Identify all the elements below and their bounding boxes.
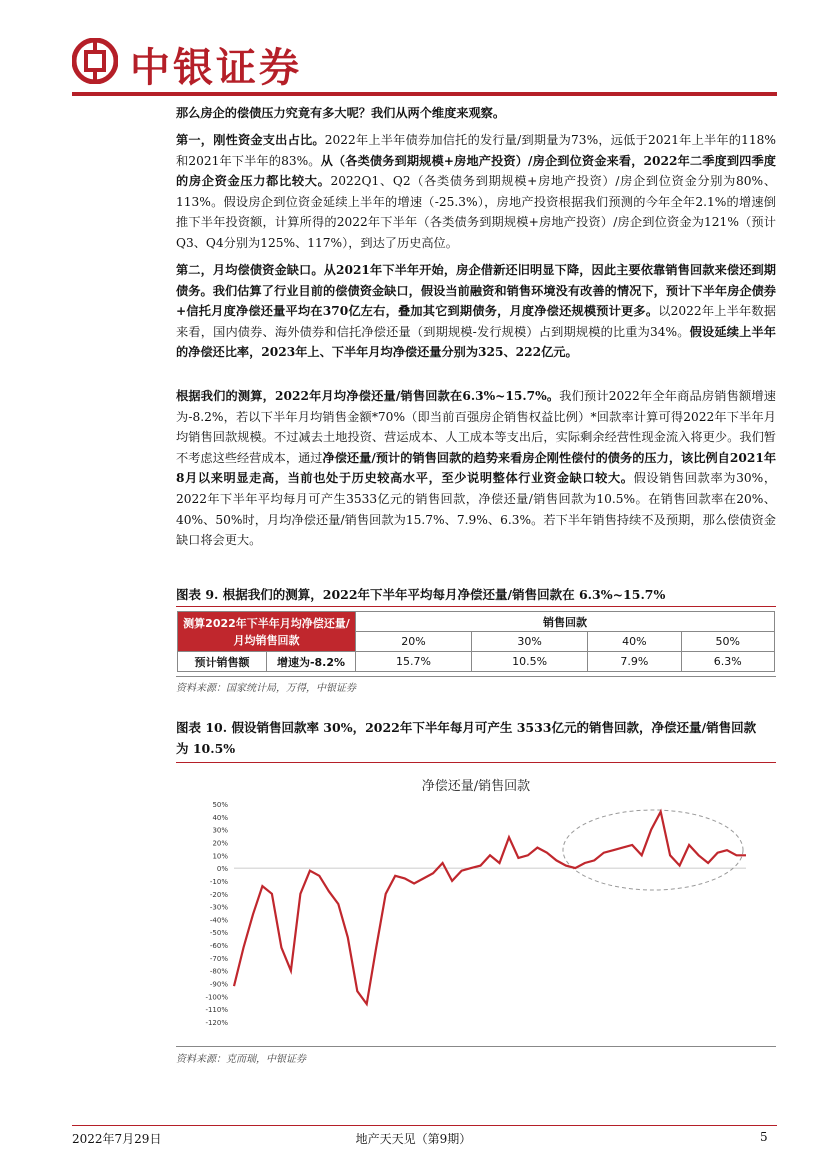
table-head-left: 测算2022年下半年月均净偿还量/月均销售回款 bbox=[178, 612, 356, 652]
figure-9-bottom-rule bbox=[176, 676, 776, 677]
figure-10-title-line1: 图表 10. 假设销售回款率 30%，2022年下半年每月可产生 3533亿元的销售回款，净偿还量/销售回款 bbox=[176, 720, 757, 735]
paragraph-rigid-spending bbox=[176, 130, 776, 254]
y-tick-label: -30% bbox=[209, 903, 228, 912]
highlight-ellipse bbox=[563, 810, 743, 890]
y-tick-label: -20% bbox=[209, 890, 228, 899]
y-tick-label: 30% bbox=[212, 826, 228, 835]
y-tick-label: -80% bbox=[209, 967, 228, 976]
p2-bold-1: 第一，刚性资金支出占比。 bbox=[176, 133, 325, 147]
row-growth: 增速为-8.2% bbox=[267, 652, 356, 672]
figure-9-title: 图表 9. 根据我们的测算，2022年下半年平均每月净偿还量/销售回款在 6.3%~15.7% bbox=[176, 587, 666, 602]
figure-9-source: 资料来源：国家统计局，万得，中银证券 bbox=[176, 683, 356, 694]
y-tick-label: -50% bbox=[209, 929, 228, 938]
value-cell: 7.9% bbox=[588, 652, 681, 672]
value-cell: 6.3% bbox=[681, 652, 774, 672]
repayment-ratio-chart bbox=[176, 770, 776, 1042]
rate-cell: 20% bbox=[356, 632, 472, 652]
p4-bold-1: 根据我们的测算，2022年月均净偿还量/销售回款在6.3%~15.7%。 bbox=[176, 389, 560, 403]
p2-text-1: 2022年上半年债券加信托的发行量/到期量为73%，远低于2021年上半年的118%和2021年下半年的83%。 bbox=[176, 133, 776, 168]
p4-bold-2: 净偿还量/预计的销售回款的趋势来看房企刚性偿付的债务的压力，该比例自2021年8月以来明显走高，当前也处于历史较高水平，至少说明整体行业资金缺口较大。 bbox=[176, 450, 777, 486]
y-tick-label: -120% bbox=[205, 1019, 228, 1027]
y-tick-label: 40% bbox=[212, 813, 228, 822]
value-cell: 10.5% bbox=[472, 652, 588, 672]
y-tick-label: 10% bbox=[212, 852, 228, 861]
chart-title: 净偿还量/销售回款 bbox=[421, 779, 531, 794]
figure-10-rule bbox=[176, 762, 776, 763]
y-tick-label: -60% bbox=[209, 942, 228, 951]
footer-date: 2022年7月29日 bbox=[72, 1132, 162, 1146]
brand-name: 中银证券 bbox=[130, 44, 302, 91]
y-tick-label: -10% bbox=[209, 877, 228, 886]
p3-bold-1: 第二，月均偿债资金缺口。从2021年下半年开始，房企借新还旧明显下降，因此主要依靠销售回款来偿还到期债务。我们估算了行业目前的偿债资金缺口，假设当前融资和销售环境没有改善的情况下，预计下半年房企债券+信托月度净偿还量平均在370亿左右，叠加其它到期债务，月度净偿还规模预计更多。 bbox=[176, 263, 776, 319]
p2-text-2: 2022Q1、Q2（各类债务到期规模+房地产投资）/房企到位资金分别为80%、113%。假设房企到位资金延续上半年的增速（-25.3%），房地产投资根据我们预测的今年全年2.1%的增速倒推下半年投资额，计算所得的2022年下半年（各类债务到期规模+房地产投资）/房企到位资金为121%（预计Q3、Q4分别为125%、117%），到达了历史高位。 bbox=[176, 174, 777, 250]
series-line bbox=[234, 812, 746, 1004]
p3-bold-2: 假设延续上半年的净偿还比率，2023年上、下半年月均净偿还量分别为325、222亿元。 bbox=[176, 324, 776, 360]
y-tick-label: -110% bbox=[205, 1006, 228, 1015]
page-number: 5 bbox=[760, 1130, 768, 1144]
paragraph-monthly-gap bbox=[176, 260, 776, 363]
figure-10-title-line2: 为 10.5% bbox=[176, 741, 236, 756]
intro-text: 那么房企的偿债压力究竟有多大呢？我们从两个维度来观察。 bbox=[176, 106, 506, 120]
figure-10-bottom-rule bbox=[176, 1046, 776, 1047]
y-tick-label: -90% bbox=[209, 980, 228, 989]
rate-cell: 40% bbox=[588, 632, 681, 652]
page-header bbox=[72, 34, 777, 94]
footer-center: 地产天天见（第9期） bbox=[355, 1132, 472, 1146]
y-tick-label: -70% bbox=[209, 954, 228, 963]
row-label: 预计销售额 bbox=[178, 652, 267, 672]
rate-cell: 50% bbox=[681, 632, 774, 652]
p4-text-2: 假设销售回款率为30%，2022年下半年平均每月可产生3533亿元的销售回款，净偿还量/销售回款为10.5%。在销售回款率在20%、40%、50%时，月均净偿还量/销售回款为15.7%、7.9%、6.3%。若下半年销售持续不及预期，那么偿债资金缺口将会更大。 bbox=[176, 471, 777, 548]
p2-bold-2: 从（各类债务到期规模+房地产投资）/房企到位资金来看，2022年二季度到四季度的房企资金压力都比较大。 bbox=[176, 153, 776, 189]
y-tick-label: -100% bbox=[205, 993, 228, 1002]
figure-9-table bbox=[177, 611, 775, 672]
value-cell: 15.7% bbox=[356, 652, 472, 672]
figure-9-rule bbox=[176, 606, 776, 607]
paragraph-estimate bbox=[176, 386, 776, 551]
y-tick-label: -40% bbox=[209, 916, 228, 925]
y-tick-label: 50% bbox=[212, 801, 228, 809]
footer-divider bbox=[72, 1125, 777, 1126]
bank-logo-icon bbox=[72, 38, 118, 84]
p4-text-1: 我们预计2022年全年商品房销售额增速为-8.2%，若以下半年月均销售金额*70%（即当前百强房企销售权益比例）*回款率计算可得2022年下半年月均销售回款规模。不过减去土地投资、营运成本、人工成本等支出后，实际剩余经营性现金流入将更少。我们暂不考虑这些经营成本，通过 bbox=[176, 389, 776, 465]
y-tick-label: 20% bbox=[212, 839, 228, 848]
table-head-right: 销售回款 bbox=[356, 612, 775, 632]
figure-10-source: 资料来源：克而瑞，中银证券 bbox=[176, 1054, 306, 1065]
y-tick-label: 0% bbox=[216, 865, 228, 874]
p3-text-1: 以2022年上半年数据来看，国内债券、海外债券和信托净偿还量（到期规模-发行规模）占到期规模的比重为34%。 bbox=[176, 304, 776, 339]
rate-cell: 30% bbox=[472, 632, 588, 652]
header-divider bbox=[72, 92, 777, 96]
intro-paragraph bbox=[176, 103, 776, 124]
